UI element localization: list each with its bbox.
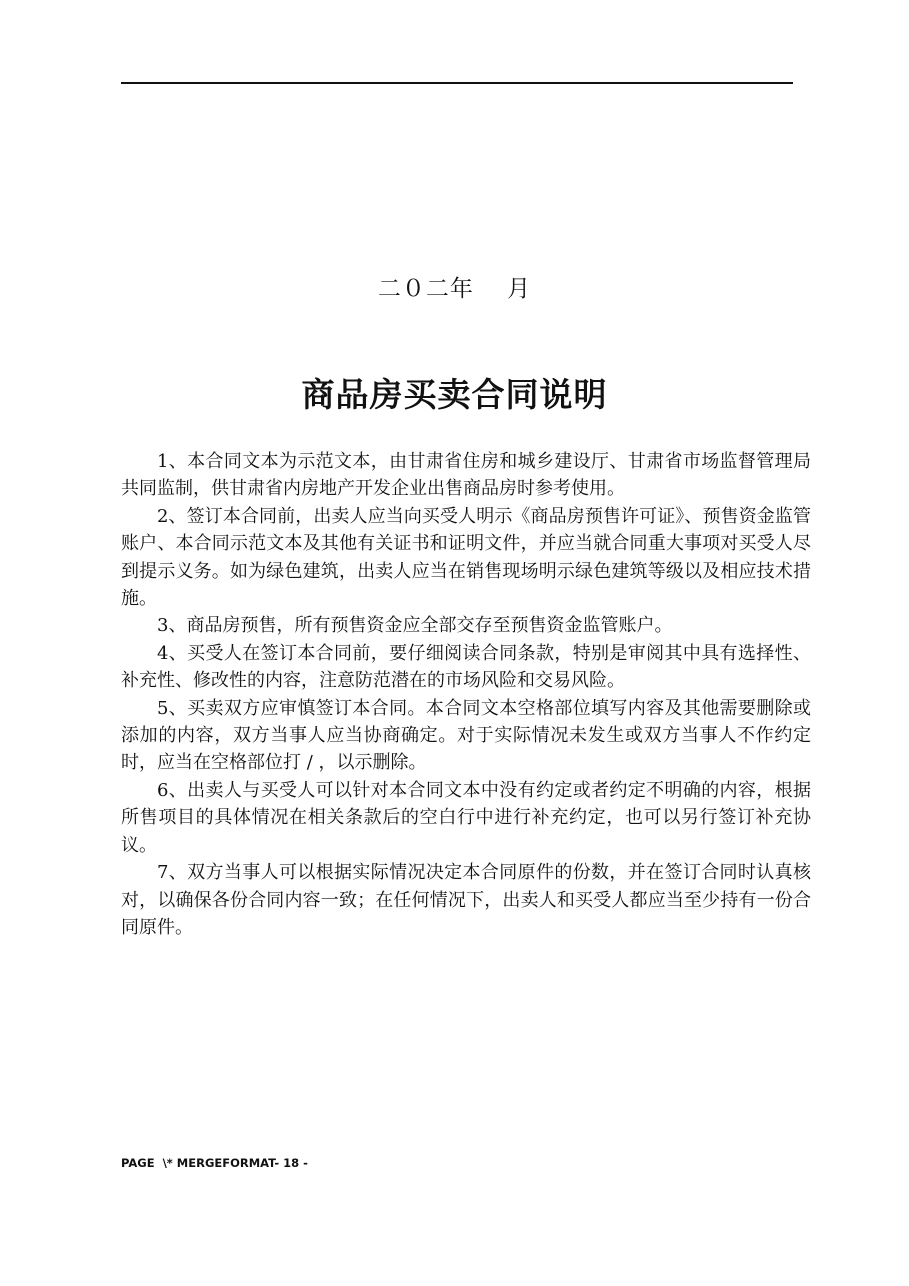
date-line: 二０二年 月 xyxy=(377,276,532,302)
header-rule xyxy=(121,82,793,84)
paragraph-4: 4、买受人在签订本合同前，要仔细阅读合同条款，特别是审阅其中具有选择性、补充性、修改性的内容，注意防范潜在的市场风险和交易风险。 xyxy=(121,642,811,692)
paragraph-3: 3、商品房预售，所有预售资金应全部交存至预售资金监管账户。 xyxy=(157,615,673,637)
paragraph-6: 6、出卖人与买受人可以针对本合同文本中没有约定或者约定不明确的内容，根据所售项目的具体情况在相关条款后的空白行中进行补充约定，也可以另行签订补充协议。 xyxy=(121,779,811,856)
page-footer: PAGE \* MERGEFORMAT- 18 - xyxy=(121,1156,308,1170)
paragraph-2: 2、签订本合同前，出卖人应当向买受人明示《商品房预售许可证》、预售资金监管账户、本合同示范文本及其他有关证书和证明文件，并应当就合同重大事项对买受人尽到提示义务。如为绿色建筑，出卖人应当在销售现场明示绿色建筑等级以及相应技术措施。 xyxy=(121,505,811,610)
document-title: 商品房买卖合同说明 xyxy=(301,375,608,414)
document-body xyxy=(121,448,811,941)
paragraph-5: 5、买卖双方应审慎签订本合同。本合同文本空格部位填写内容及其他需要删除或添加的内容，双方当事人应当协商确定。对于实际情况未发生或双方当事人不作约定时，应当在空格部位打 / ，以示删除。 xyxy=(121,697,811,774)
paragraph-7: 7、双方当事人可以根据实际情况决定本合同原件的份数，并在签订合同时认真核对，以确保各份合同内容一致；在任何情况下，出卖人和买受人都应当至少持有一份合同原件。 xyxy=(121,862,811,938)
paragraph-1: 1、本合同文本为示范文本，由甘肃省住房和城乡建设厅、甘肃省市场监督管理局共同监制，供甘肃省内房地产开发企业出售商品房时参考使用。 xyxy=(121,451,811,500)
